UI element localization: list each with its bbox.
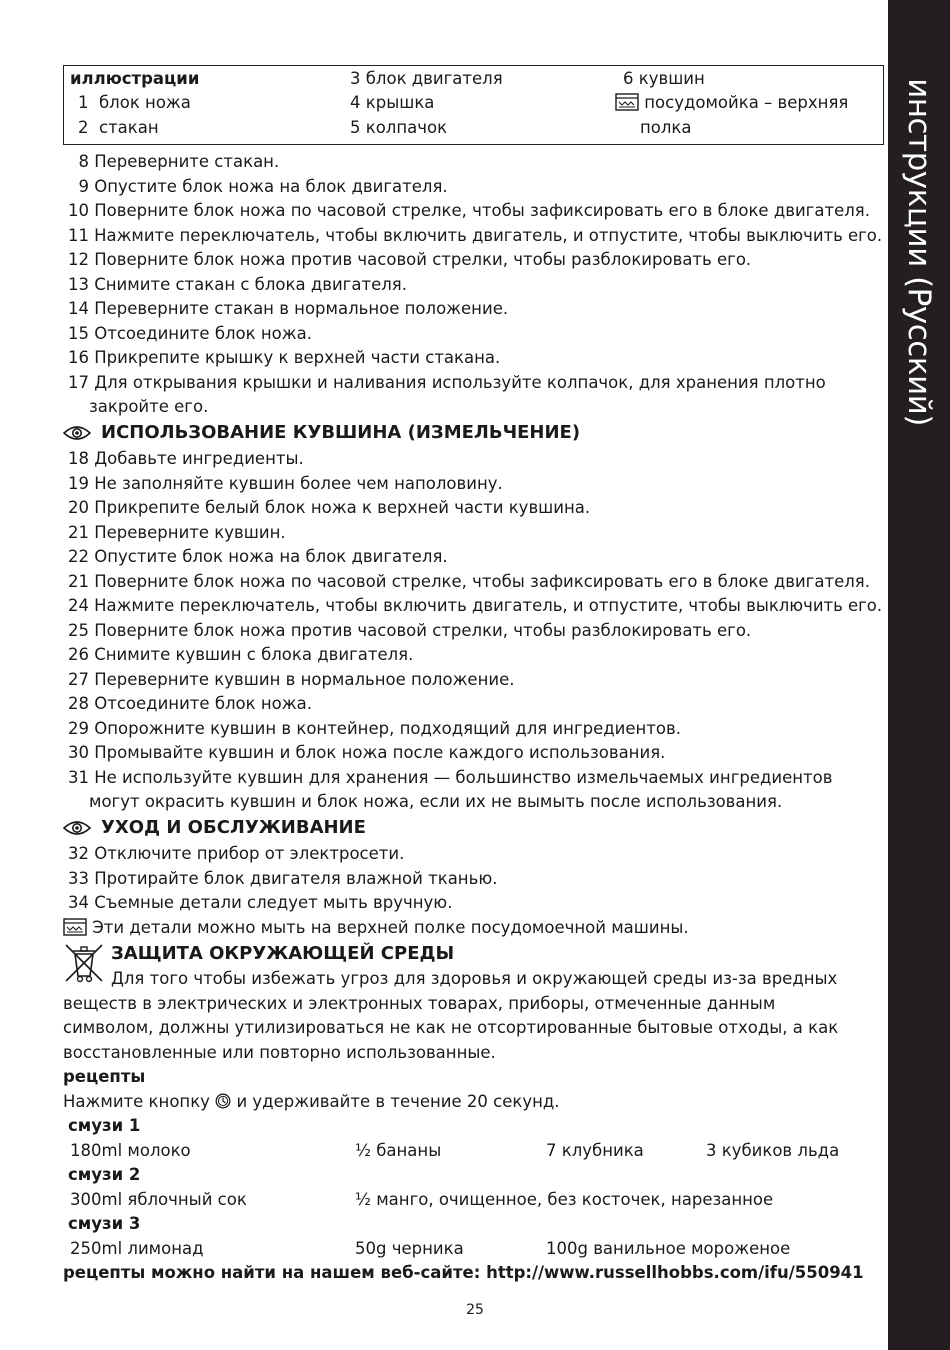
parts-heading: иллюстрации (70, 69, 200, 88)
eye-icon (63, 820, 91, 836)
step-item: 34 Съемные детали следует мыть вручную. (68, 893, 453, 912)
step-item: 24 Нажмите переключатель, чтобы включить двигатель, и отпустите, чтобы выключить его. (67, 596, 883, 615)
step-item: 21 Переверните кувшин. (68, 523, 286, 542)
step-item: 26 Снимите кувшин с блока двигателя. (68, 645, 414, 664)
step-item: 12 Поверните блок ножа против часовой стрелки, чтобы разблокировать его. (68, 250, 752, 269)
part-item: 3 блок двигателя (350, 69, 503, 88)
step-item: 11 Нажмите переключатель, чтобы включить двигатель, и отпустите, чтобы выключить его. (67, 226, 883, 245)
part-item: 6 кувшин (623, 69, 705, 88)
step-item: 20 Прикрепите белый блок ножа к верхней части кувшина. (68, 498, 591, 517)
step-continuation: могут окрасить кувшин и блок ножа, если их не вымыть после использования. (89, 792, 783, 811)
ingredient: ½ манго, очищенное, без косточек, нарезанное (355, 1190, 774, 1209)
section-heading-jug: ИСПОЛЬЗОВАНИЕ КУВШИНА (ИЗМЕЛЬЧЕНИЕ) (63, 420, 580, 446)
env-text-line: Для того чтобы избежать угроз для здоровья и окружающей среды из-за вредных (111, 969, 838, 988)
clock-button-icon (215, 1093, 231, 1109)
step-item: 8 Переверните стакан. (78, 152, 280, 171)
dishwasher-note: Эти детали можно мыть на верхней полке посудомоечной машины. (63, 916, 689, 940)
step-item: 30 Промывайте кувшин и блок ножа после каждого использования. (68, 743, 666, 762)
smoothie-title: смузи 1 (68, 1116, 141, 1135)
step-item: 25 Поверните блок ножа против часовой стрелки, чтобы разблокировать его. (68, 621, 752, 640)
part-dishwasher: посудомойка – верхняя (615, 91, 848, 115)
step-item: 32 Отключите прибор от электросети. (68, 844, 405, 863)
ingredient: 180ml молоко (70, 1141, 191, 1160)
ingredient: ½ бананы (355, 1141, 442, 1160)
step-item: 29 Опорожните кувшин в контейнер, подходящий для ингредиентов. (68, 719, 681, 738)
page-number: 25 (466, 1302, 484, 1318)
smoothie-title: смузи 3 (68, 1214, 141, 1233)
part-item: 4 крышка (350, 93, 435, 112)
step-item: 22 Опустите блок ножа на блок двигателя. (68, 547, 448, 566)
step-item: 31 Не используйте кувшин для хранения — большинство измельчаемых ингредиентов (68, 768, 833, 787)
ingredient: 300ml яблочный сок (70, 1190, 247, 1209)
smoothie-title: смузи 2 (68, 1165, 141, 1184)
recipes-website: рецепты можно найти на нашем веб-сайте: http://www.russellhobbs.com/ifu/550941 (63, 1263, 864, 1282)
step-continuation: закройте его. (89, 397, 209, 416)
part-item: 2 стакан (78, 118, 159, 137)
part-item: 5 колпачок (350, 118, 448, 137)
dishwasher-icon (615, 93, 639, 111)
side-title: инструкции (Русский) (901, 78, 937, 426)
ingredient: 3 кубиков льда (706, 1141, 840, 1160)
dishwasher-icon (63, 918, 87, 936)
ingredient: 50g черника (355, 1239, 464, 1258)
step-item: 10 Поверните блок ножа по часовой стрелке, чтобы зафиксировать его в блоке двигателя. (68, 201, 870, 220)
step-item: 19 Не заполняйте кувшин более чем наполовину. (68, 474, 503, 493)
recipes-intro: Нажмите кнопку и удерживайте в течение 20 секунд. (63, 1092, 560, 1111)
section-heading-environment: ЗАЩИТА ОКРУЖАЮЩЕЙ СРЕДЫ (111, 943, 455, 964)
crossed-bin-icon (63, 942, 105, 984)
step-item: 16 Прикрепите крышку к верхней части стакана. (68, 348, 501, 367)
ingredient: 250ml лимонад (70, 1239, 204, 1258)
step-item: 18 Добавьте ингредиенты. (68, 449, 304, 468)
recipes-heading: рецепты (63, 1067, 146, 1086)
step-item: 13 Снимите стакан с блока двигателя. (68, 275, 407, 294)
part-item: 1 блок ножа (78, 93, 191, 112)
env-text-line: восстановленные или повторно использованные. (63, 1043, 496, 1062)
env-text-line: символом, должны утилизироваться не как не отсортированные бытовые отходы, а как (63, 1018, 839, 1037)
part-dishwasher-cont: полка (640, 118, 692, 137)
step-item: 28 Отсоедините блок ножа. (68, 694, 312, 713)
eye-icon (63, 425, 91, 441)
env-text-line: веществ в электрических и электронных товарах, приборы, отмеченные данным (63, 994, 776, 1013)
step-item: 33 Протирайте блок двигателя влажной тканью. (68, 869, 498, 888)
step-item: 17 Для открывания крышки и наливания используйте колпачок, для хранения плотно (68, 373, 826, 392)
ingredient: 100g ванильное мороженое (546, 1239, 791, 1258)
section-heading-care: УХОД И ОБСЛУЖИВАНИЕ (63, 815, 366, 841)
ingredient: 7 клубника (546, 1141, 644, 1160)
step-item: 15 Отсоедините блок ножа. (68, 324, 312, 343)
step-item: 14 Переверните стакан в нормальное положение. (68, 299, 509, 318)
step-item: 9 Опустите блок ножа на блок двигателя. (78, 177, 448, 196)
step-item: 27 Переверните кувшин в нормальное положение. (68, 670, 515, 689)
step-item: 21 Поверните блок ножа по часовой стрелке, чтобы зафиксировать его в блоке двигателя. (68, 572, 870, 591)
